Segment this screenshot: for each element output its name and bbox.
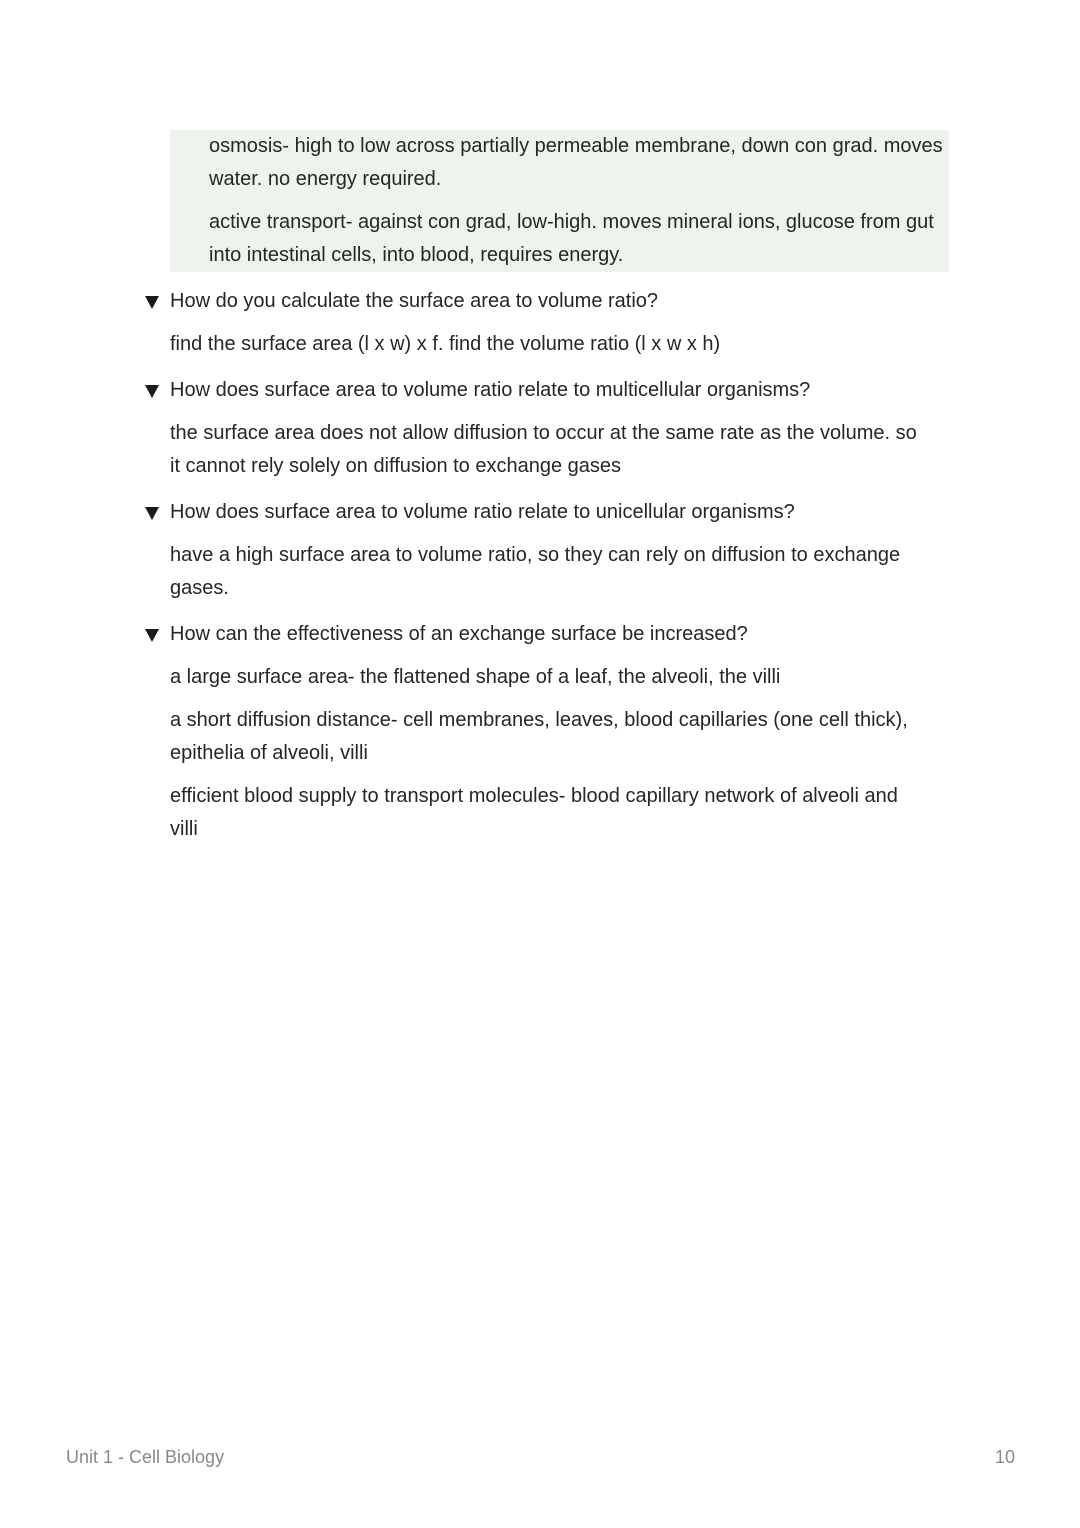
toggle-header[interactable]	[145, 496, 945, 529]
toggle-surface-area-ratio[interactable]	[145, 285, 945, 361]
toggle-answer: find the surface area (l x w) x f. find the volume ratio (l x w x h)	[170, 333, 721, 355]
footer-section-title: Unit 1 - Cell Biology	[66, 1447, 225, 1467]
toggle-answer: efficient blood supply to transport molecules- blood capillary network of alveoli and villi	[170, 785, 898, 840]
callout-block	[170, 130, 949, 272]
triangle-down-icon[interactable]	[145, 629, 159, 642]
toggle-question: How does surface area to volume ratio relate to multicellular organisms?	[170, 379, 811, 401]
toggle-answer: a large surface area- the flattened shape of a leaf, the alveoli, the villi	[170, 666, 781, 688]
toggle-header[interactable]	[145, 285, 945, 318]
toggle-answer: have a high surface area to volume ratio, so they can rely on diffusion to exchange gases.	[170, 544, 901, 599]
toggle-header[interactable]	[145, 618, 945, 651]
toggle-header[interactable]	[145, 374, 945, 407]
toggle-question: How do you calculate the surface area to volume ratio?	[170, 290, 659, 312]
toggle-answer: a short diffusion distance- cell membranes, leaves, blood capillaries (one cell thick), epithelia of alveoli, villi	[170, 709, 908, 764]
triangle-down-icon[interactable]	[145, 507, 159, 520]
toggle-exchange-surface[interactable]	[145, 618, 945, 846]
callout-paragraph-active-transport: active transport- against con grad, low-high. moves mineral ions, glucose from gut into intestinal cells, into blood, requires energy.	[209, 211, 934, 266]
triangle-down-icon[interactable]	[145, 296, 159, 309]
page-number: 10	[994, 1447, 1015, 1467]
toggle-multicellular[interactable]	[145, 374, 945, 483]
triangle-down-icon[interactable]	[145, 385, 159, 398]
toggle-question: How does surface area to volume ratio relate to unicellular organisms?	[170, 501, 795, 523]
callout-paragraph-osmosis: osmosis- high to low across partially permeable membrane, down con grad. moves water. no energy required.	[209, 135, 943, 190]
toggle-unicellular[interactable]	[145, 496, 945, 605]
toggle-answer: the surface area does not allow diffusion to occur at the same rate as the volume. so it cannot rely solely on diffusion to exchange gases	[170, 422, 917, 477]
toggle-question: How can the effectiveness of an exchange surface be increased?	[170, 623, 748, 645]
